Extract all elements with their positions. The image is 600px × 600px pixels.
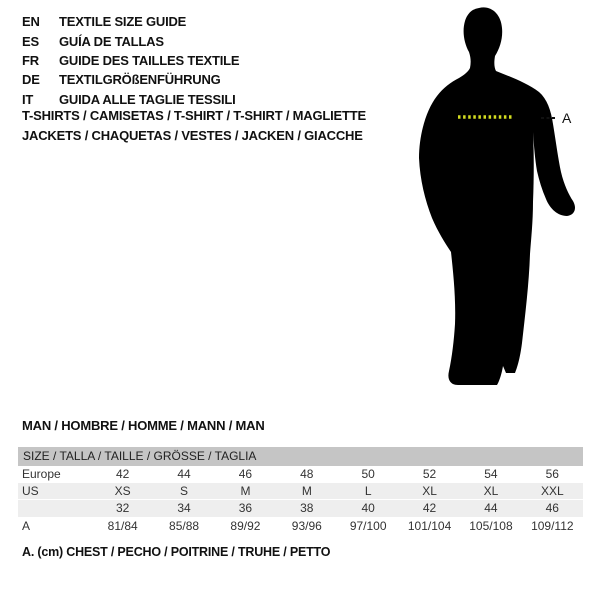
size-cell: 36 xyxy=(238,501,253,516)
size-cell: 105/108 xyxy=(469,518,513,533)
table-row-us-numeric xyxy=(18,500,583,517)
language-code: ES xyxy=(22,33,39,49)
language-row xyxy=(22,70,239,89)
man-figure xyxy=(395,0,595,420)
size-cell: 44 xyxy=(484,501,498,516)
size-cell: XL xyxy=(483,484,499,499)
size-cell: L xyxy=(364,484,372,499)
size-cell: 44 xyxy=(177,467,191,481)
size-cell: 38 xyxy=(300,501,314,516)
language-label: GUIDA ALLE TAGLIE TESSILI xyxy=(59,91,236,107)
size-cell: 40 xyxy=(361,501,375,516)
table-row-chest-cm xyxy=(18,518,583,535)
size-cell: 101/104 xyxy=(407,518,452,533)
measure-label-a: A xyxy=(562,110,572,126)
size-table xyxy=(18,447,583,535)
size-cell: 50 xyxy=(361,467,375,481)
size-cell: 109/112 xyxy=(531,518,574,533)
table-row-europe xyxy=(18,466,583,483)
language-code: DE xyxy=(22,72,40,88)
category-jackets: JACKETS / CHAQUETAS / VESTES / JACKEN / GIACCHE xyxy=(22,128,363,143)
language-label: TEXTILE SIZE GUIDE xyxy=(59,14,187,30)
size-cell: S xyxy=(180,484,189,499)
size-cell: XXL xyxy=(540,484,564,499)
size-cell: 32 xyxy=(116,501,130,516)
size-cell: 48 xyxy=(300,467,314,481)
measure-footnote: A. (cm) CHEST / PECHO / POITRINE / TRUHE / PETTO xyxy=(22,545,331,559)
gender-title: MAN / HOMBRE / HOMME / MANN / MAN xyxy=(22,418,265,433)
row-label: Europe xyxy=(22,467,61,481)
size-cell: 93/96 xyxy=(291,518,322,533)
language-row xyxy=(22,51,239,70)
category-list xyxy=(22,106,366,146)
size-cell: M xyxy=(301,484,312,499)
size-cell: 81/84 xyxy=(107,518,138,533)
language-row xyxy=(22,31,239,50)
size-cell: 97/100 xyxy=(349,518,387,533)
language-code: IT xyxy=(22,91,34,107)
language-list xyxy=(22,12,239,109)
man-silhouette-shape xyxy=(419,7,575,385)
size-cell: 46 xyxy=(238,467,253,481)
row-label xyxy=(18,500,92,516)
size-cell: 56 xyxy=(545,467,559,481)
table-row-us xyxy=(18,483,583,500)
size-cell: 89/92 xyxy=(230,518,261,533)
size-cell: 46 xyxy=(545,501,559,516)
size-cell: M xyxy=(240,484,251,499)
language-label: GUÍA DE TALLAS xyxy=(59,33,164,49)
language-row xyxy=(22,12,239,31)
category-tshirts: T-SHIRTS / CAMISETAS / T-SHIRT / T-SHIRT / MAGLIETTE xyxy=(22,108,366,123)
size-cell: 54 xyxy=(484,467,498,481)
size-cell: 42 xyxy=(116,467,130,481)
size-cell: 85/88 xyxy=(169,518,200,533)
language-code: EN xyxy=(22,14,40,30)
size-cell: 34 xyxy=(177,501,191,516)
row-label: US xyxy=(22,484,39,499)
size-cell: 52 xyxy=(422,467,437,481)
size-table-header: SIZE / TALLA / TAILLE / GRÖSSE / TAGLIA xyxy=(18,447,583,466)
row-label: A xyxy=(22,518,31,533)
language-label: GUIDE DES TAILLES TEXTILE xyxy=(59,52,240,68)
language-code: FR xyxy=(22,52,39,68)
size-cell: XL xyxy=(422,484,437,499)
size-cell: 42 xyxy=(422,501,437,516)
language-label: TEXTILGRÖßENFÜHRUNG xyxy=(59,72,221,88)
size-cell: XS xyxy=(114,484,131,499)
